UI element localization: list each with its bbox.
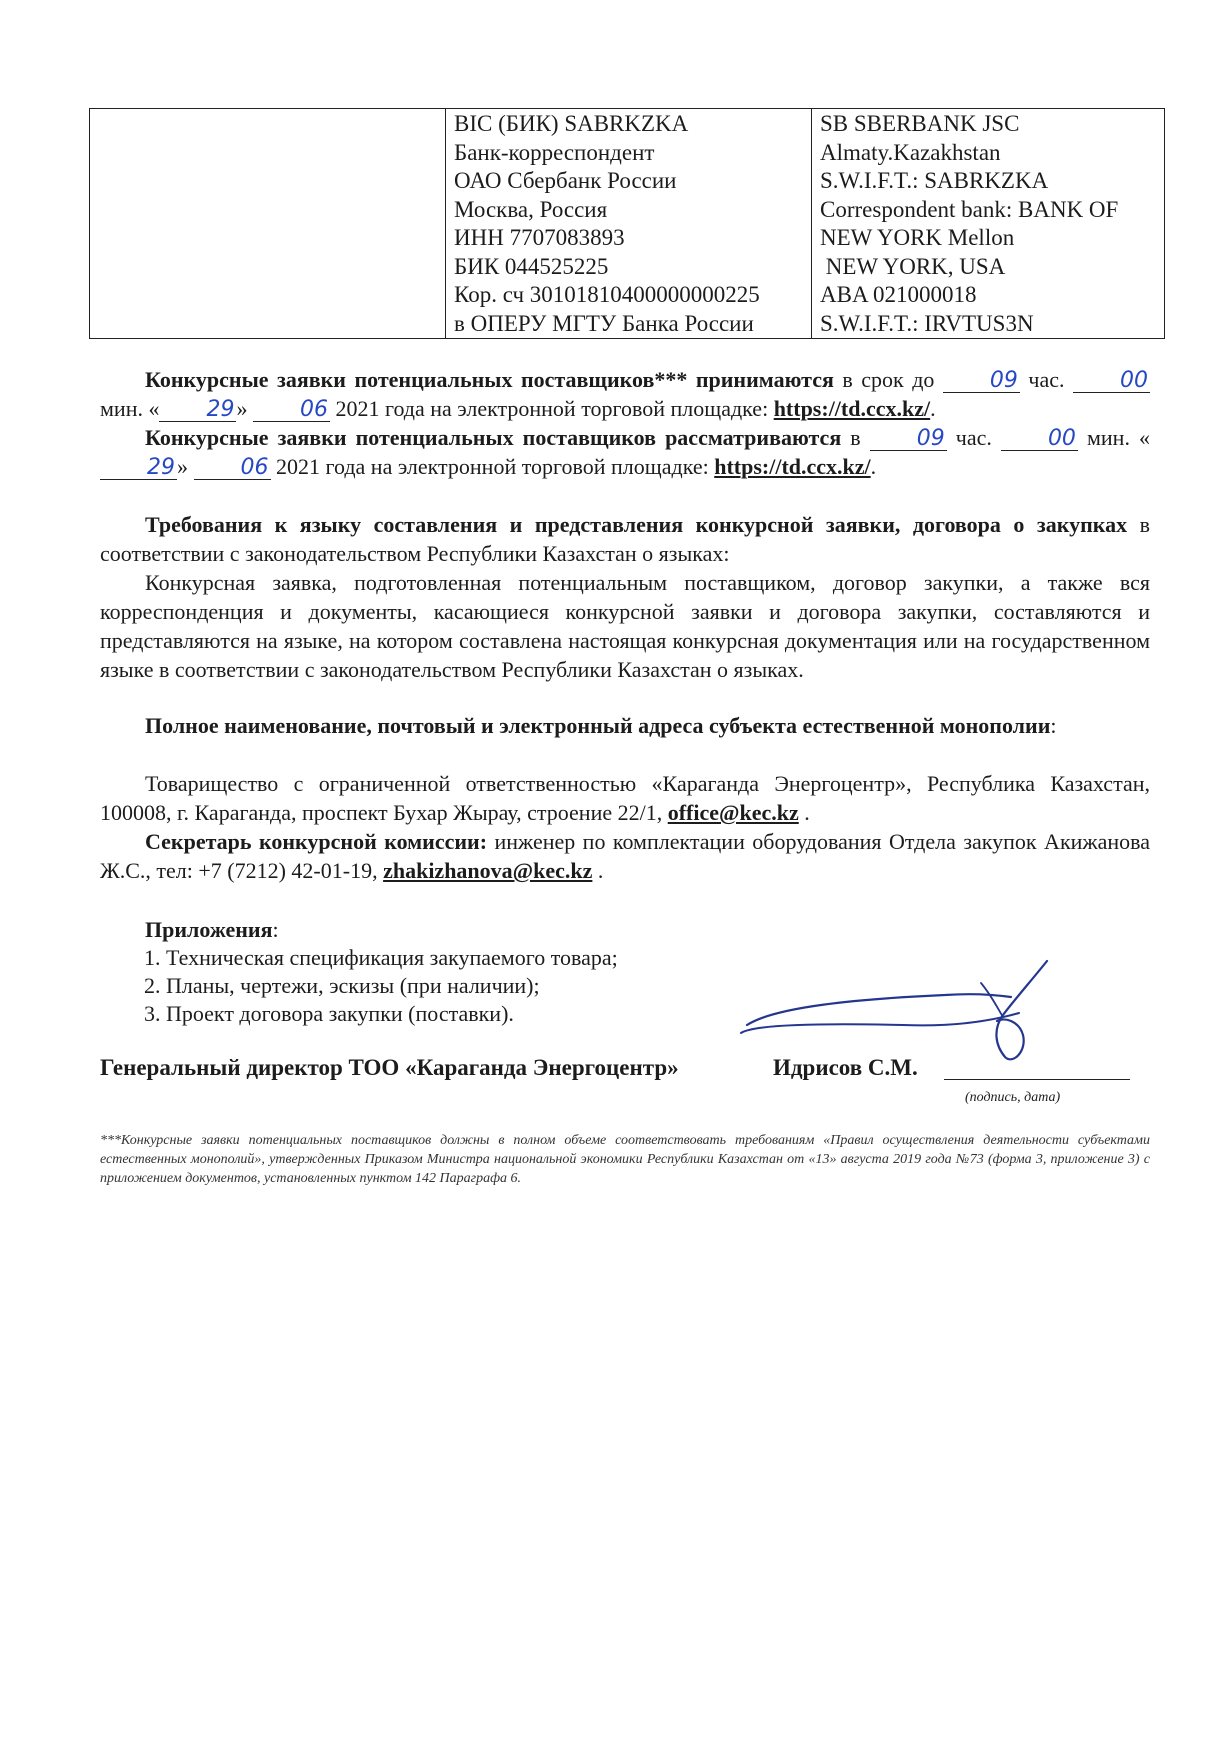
handwritten-day: 29 <box>100 457 177 480</box>
attachments-title <box>100 915 1150 944</box>
secretary-paragraph <box>100 827 1150 885</box>
bank-table-russian-bank-cell <box>446 109 812 339</box>
text: Товарищество с ограниченной ответственностью «Караганда Энергоцентр», Республика Казахстан, 100008, г. Караганда, проспект Бухар Жырау, строение 22/1, <box>100 771 1150 825</box>
review-bold: Конкурсные заявки потенциальных поставщиков рассматриваются <box>145 425 842 450</box>
bank-details-table <box>89 108 1165 339</box>
office-email-link[interactable]: office@kec.kz <box>667 800 799 825</box>
bank-line: Кор. сч 30101810400000000225 <box>454 282 760 307</box>
text: час. <box>946 425 1001 450</box>
attachment-item: 1. Техническая спецификация закупаемого товара; <box>144 945 618 970</box>
platform-link[interactable]: https://td.ccx.kz/ <box>714 454 871 479</box>
submission-deadline-paragraph <box>100 365 1150 423</box>
handwritten-hour: 09 <box>870 428 947 451</box>
text: » <box>177 454 194 479</box>
platform-link[interactable]: https://td.ccx.kz/ <box>773 396 931 421</box>
attachment-item: 3. Проект договора закупки (поставки). <box>144 1001 514 1026</box>
entity-body <box>100 769 1150 827</box>
director-name: Идрисов С.М. <box>773 1055 918 1080</box>
submission-verb: принимаются <box>695 367 834 392</box>
text: 2021 года на электронной торговой площадке: <box>270 454 715 479</box>
bank-line: SB SBERBANK JSC <box>820 111 1020 136</box>
bank-table-empty-cell <box>90 109 446 339</box>
bank-line: Almaty.Kazakhstan <box>820 139 1001 165</box>
attachments-title-bold: Приложения <box>145 917 273 942</box>
text: в <box>841 425 870 450</box>
text: . <box>930 396 936 421</box>
text: : <box>272 917 279 942</box>
handwritten-minutes: 00 <box>1001 428 1078 451</box>
language-body: Конкурсная заявка, подготовленная потенциальным поставщиком, договор закупки, а также вся корреспонденция и документы, касающиеся конкурсной заявки и договора закупки, составляются и представляются на языке, на котором составлена настоящая конкурсная документация или на государственном языке в соответствии с законодательством Республики Казахстан о языках. <box>100 570 1150 682</box>
text: мин. <box>1077 425 1130 450</box>
secretary-email-link[interactable]: zhakizhanova@kec.kz <box>383 858 593 883</box>
director-position: Генеральный директор ТОО «Караганда Энергоцентр» <box>100 1055 679 1080</box>
bank-line: S.W.I.F.T.: SABRKZKA <box>820 168 1049 193</box>
text: в соответствии с законодательством Республики Казахстан о языках: <box>100 512 1150 566</box>
submission-bold: Конкурсные заявки потенциальных поставщиков*** <box>145 367 688 392</box>
bank-line: Correspondent bank: BANK OF <box>820 196 1119 222</box>
text: мин. « <box>100 396 160 421</box>
review-time-paragraph <box>100 423 1150 481</box>
entity-heading-bold: Полное наименование, почтовый и электронный адреса субъекта естественной монополии <box>145 713 1051 738</box>
text: . <box>592 858 604 883</box>
attachments-list <box>144 944 618 1028</box>
bank-line: БИК 044525225 <box>454 253 609 279</box>
handwritten-month: 06 <box>253 399 330 422</box>
text: инженер по комплектации оборудования Отдела закупок Акижанова Ж.С., тел: +7 (7212) 42-01-19, <box>100 829 1151 883</box>
bank-line: NEW YORK Mellon <box>820 225 1015 250</box>
handwritten-hour: 09 <box>943 370 1020 393</box>
language-heading-bold: Требования к языку составления и представления конкурсной заявки, договора о закупках <box>145 512 1128 537</box>
bank-line: Банк-корреспондент <box>454 139 655 165</box>
bank-line: S.W.I.F.T.: IRVTUS3N <box>820 310 1034 336</box>
text: » <box>236 396 253 421</box>
handwritten-day: 29 <box>159 399 236 422</box>
bank-line: NEW YORK, USA <box>820 253 1006 279</box>
bank-line: в ОПЕРУ МГТУ Банка России <box>454 310 754 336</box>
handwritten-signature <box>735 955 1065 1065</box>
text: : <box>1050 713 1057 738</box>
signature-caption: (подпись, дата) <box>965 1090 1061 1105</box>
text: 2021 года на электронной торговой площадке: <box>329 396 774 421</box>
bank-line: ОАО Сбербанк России <box>454 168 677 193</box>
bank-line: ИНН 7707083893 <box>454 225 625 250</box>
entity-heading <box>100 711 1150 740</box>
handwritten-minutes: 00 <box>1073 370 1150 393</box>
handwritten-month: 06 <box>194 457 271 480</box>
text: час. <box>1019 367 1065 392</box>
bank-line: ABA 021000018 <box>820 282 977 307</box>
bank-line: BIC (БИК) SABRKZKA <box>454 111 689 136</box>
bank-line: Москва, Россия <box>454 196 608 222</box>
bank-table-foreign-bank-cell <box>812 109 1165 339</box>
language-heading <box>100 510 1150 568</box>
text: « <box>1139 425 1151 450</box>
text: . <box>798 800 810 825</box>
secretary-label: Секретарь конкурсной комиссии: <box>145 829 488 854</box>
footnote: ***Конкурсные заявки потенциальных поставщиков должны в полном объеме соответствовать требованиям «Правил осуществления деятельности субъектами естественных монополий», утвержденных Приказом Министра национальной экономики Республики Казахстан от «13» августа 2019 года №73 (форма 3, приложение 3) с приложением документов, установленных пунктом 142 Параграфа 6. <box>100 1133 1150 1186</box>
attachment-item: 2. Планы, чертежи, эскизы (при наличии); <box>144 973 540 998</box>
signature-line <box>944 1079 1130 1080</box>
text: . <box>870 454 877 479</box>
text: в срок до <box>833 367 943 392</box>
